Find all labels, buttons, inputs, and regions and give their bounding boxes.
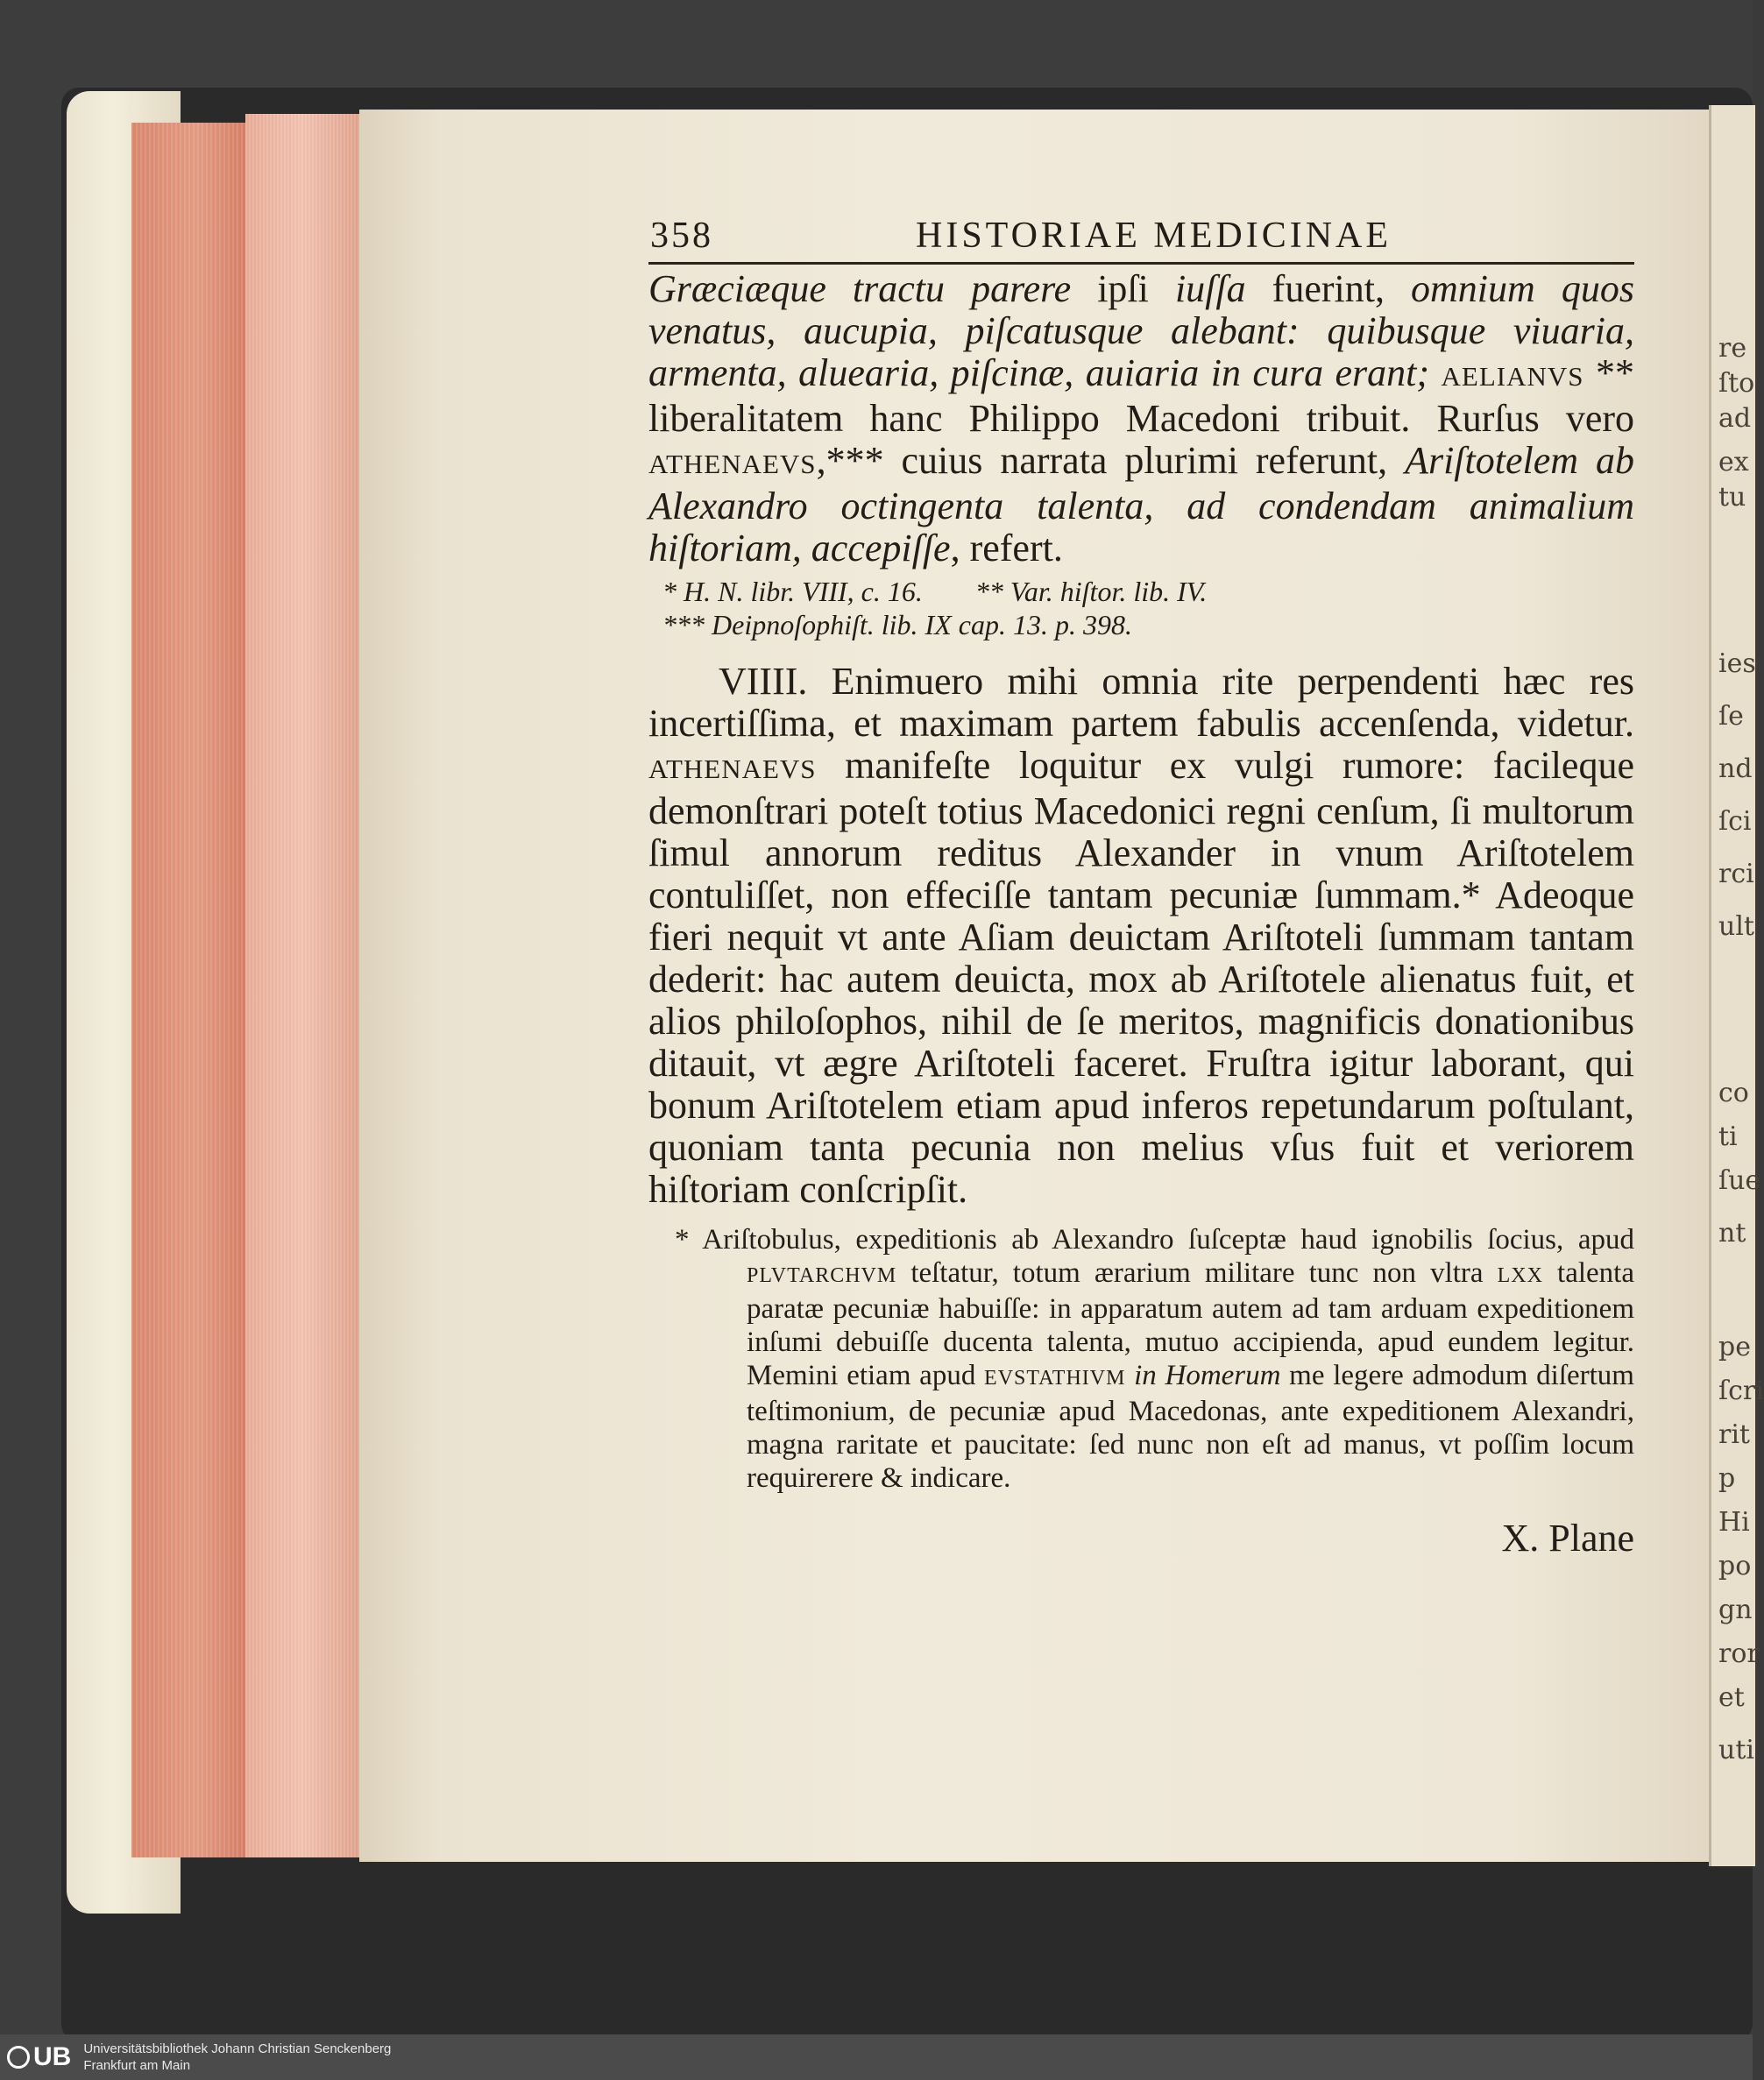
running-title: HISTORIAE MEDICINAE	[916, 216, 1392, 256]
footnote: *** Deipnoſophiſt. lib. IX cap. 13. p. 398.	[662, 609, 1132, 640]
next-page-fragment: ex	[1718, 447, 1749, 478]
next-page-fragment: ad	[1718, 403, 1752, 434]
next-page-fragment: ti	[1718, 1121, 1738, 1152]
library-logo[interactable]	[7, 2040, 71, 2075]
footnote-row	[662, 575, 1634, 608]
italic-quote: Græciæque tractu parere	[648, 267, 1072, 310]
next-page-fragment: gn	[1718, 1595, 1753, 1625]
text-run: , refert.	[950, 527, 1063, 570]
next-page-fragment: Hi	[1718, 1507, 1750, 1538]
text-run: Enimuero mihi omnia rite perpendenti hæc res incertiſſima, et maximam partem fabulis accenſenda, videtur.	[648, 660, 1634, 745]
library-logo-icon	[7, 2046, 30, 2069]
next-page-fragment: pe	[1718, 1332, 1751, 1362]
logo-text: UB	[33, 2042, 72, 2071]
page-number: 358	[650, 216, 713, 256]
next-page-fragment: ſcri	[1718, 1376, 1764, 1406]
next-page-fragment: ſto	[1718, 368, 1755, 399]
text-run: ** liberalitatem hanc Philippo Macedoni tribuit. Rurſus vero	[648, 351, 1634, 440]
next-page-fragment: ſue	[1718, 1165, 1761, 1196]
long-footnote	[675, 1223, 1634, 1495]
page-text-block	[648, 215, 1634, 1560]
paragraph-continuation	[648, 268, 1634, 570]
author-name: AELIANVS	[1441, 361, 1584, 392]
footnote-row	[662, 608, 1634, 641]
text-run: ,*** cuius narrata plurimi referunt,	[816, 439, 1406, 482]
text-run: me legere admodum diſertum teſtimonium, de pecuniæ apud Macedonas, ante expeditionem Alexandri, magna raritate et paucitate: ſed nunc non eſt ad manus, vt poſſim locum requirerere & indicare.	[747, 1360, 1634, 1494]
footnote: * H. N. libr. VIII, c. 16.	[662, 576, 923, 607]
footer-bar	[0, 2034, 1753, 2080]
next-page-fragment: et	[1718, 1682, 1745, 1713]
page-edges-inner	[245, 114, 359, 1857]
library-name	[83, 2041, 391, 2074]
next-page-fragment: re	[1718, 333, 1747, 364]
next-page-fragment: po	[1718, 1551, 1752, 1581]
next-page-fragment: co	[1718, 1078, 1749, 1108]
author-name: EVSTATHIVM	[984, 1367, 1126, 1390]
text-run: teſtatur, totum ærarium militare tunc non vltra	[896, 1257, 1498, 1289]
next-page-fragment: rci	[1718, 859, 1754, 889]
next-page-fragment: ſci	[1718, 806, 1752, 837]
footnote: ** Var. hiſtor. lib. IV.	[974, 576, 1208, 607]
text-run: talenta paratæ pecuniæ habuiſſe: in apparatum autem ad tam arduam expeditionem inſumi debuiſſe ducenta talenta, mutuo accipienda, apud eundem legitur. Memini etiam apud	[747, 1257, 1634, 1391]
next-page-fragment: ſe	[1718, 701, 1744, 732]
section-viiii	[648, 661, 1634, 1211]
text-run: ipſi	[1071, 267, 1175, 310]
catchword: X. Plane	[1501, 1517, 1634, 1560]
next-page-fragment: ult	[1718, 911, 1754, 942]
next-page-fragment: p	[1718, 1463, 1736, 1494]
text-run: manifeſte loquitur ex vulgi rumore: facileque demonſtrari poteſt totius Macedonici regni cenſum, ſi multorum ſimul annorum reditus Alexander in vnum Ariſtotelem contuliſſet, non effeciſſe tantam pecuniæ ſummam.* Adeoque fieri nequit vt ante Aſiam deuictam Ariſtoteli ſummam tantam dederit: hac autem deuicta, mox ab Ariſtotele alienatus fuit, et alios philoſophos, nihil de ſe meritos, magnificis donationibus ditauit, vt ægre Ariſtoteli faceret. Fruſtra igitur laborant, qui bonum Ariſtotelem etiam apud inferos repetundarum poſtulant, quoniam tanta pecunia non melius vſus fuit et veriorem hiſtoriam conſcripſit.	[648, 744, 1634, 1211]
roman-numeral: LXX	[1497, 1264, 1543, 1287]
next-page-fragment: tu	[1718, 482, 1746, 513]
next-page-fragment: nt	[1718, 1218, 1746, 1249]
footnotes	[662, 575, 1634, 641]
author-name: ATHENAEVS	[648, 753, 817, 784]
running-head	[648, 215, 1634, 265]
next-page-fragment: ror	[1718, 1638, 1760, 1669]
library-line: Frankfurt am Main	[83, 2058, 191, 2073]
text-run: fuerint,	[1245, 267, 1412, 310]
next-page-fragment: rit	[1718, 1419, 1750, 1450]
italic-quote: iuſſa	[1174, 267, 1246, 310]
library-line: Universitätsbibliothek Johann Christian Senckenberg	[83, 2041, 392, 2056]
next-page-fragment: ies	[1718, 648, 1756, 679]
italic-quote: Ariſtotelem ab Alexandro octingenta talenta, ad condendam animalium hiſtoriam, accepiſſe	[648, 439, 1634, 570]
next-page-fragment: nd	[1718, 753, 1753, 784]
next-page-edge	[1709, 105, 1764, 1866]
section-numeral: VIIII.	[719, 660, 808, 703]
next-page-fragment: uti	[1718, 1735, 1754, 1765]
text-run: * Ariſtobulus, expeditionis ab Alexandro ſuſceptæ haud ignobilis ſocius, apud	[675, 1224, 1634, 1256]
author-name: PLVTARCHVM	[747, 1264, 897, 1287]
italic-quote: omnium quos venatus, aucupia, piſcatusque alebant: quibusque viuaria, armenta, aluearia, piſcinæ, auiaria in cura erant;	[648, 267, 1634, 394]
italic-title: in Homerum	[1125, 1360, 1281, 1391]
author-name: ATHENAEVS	[648, 449, 817, 479]
